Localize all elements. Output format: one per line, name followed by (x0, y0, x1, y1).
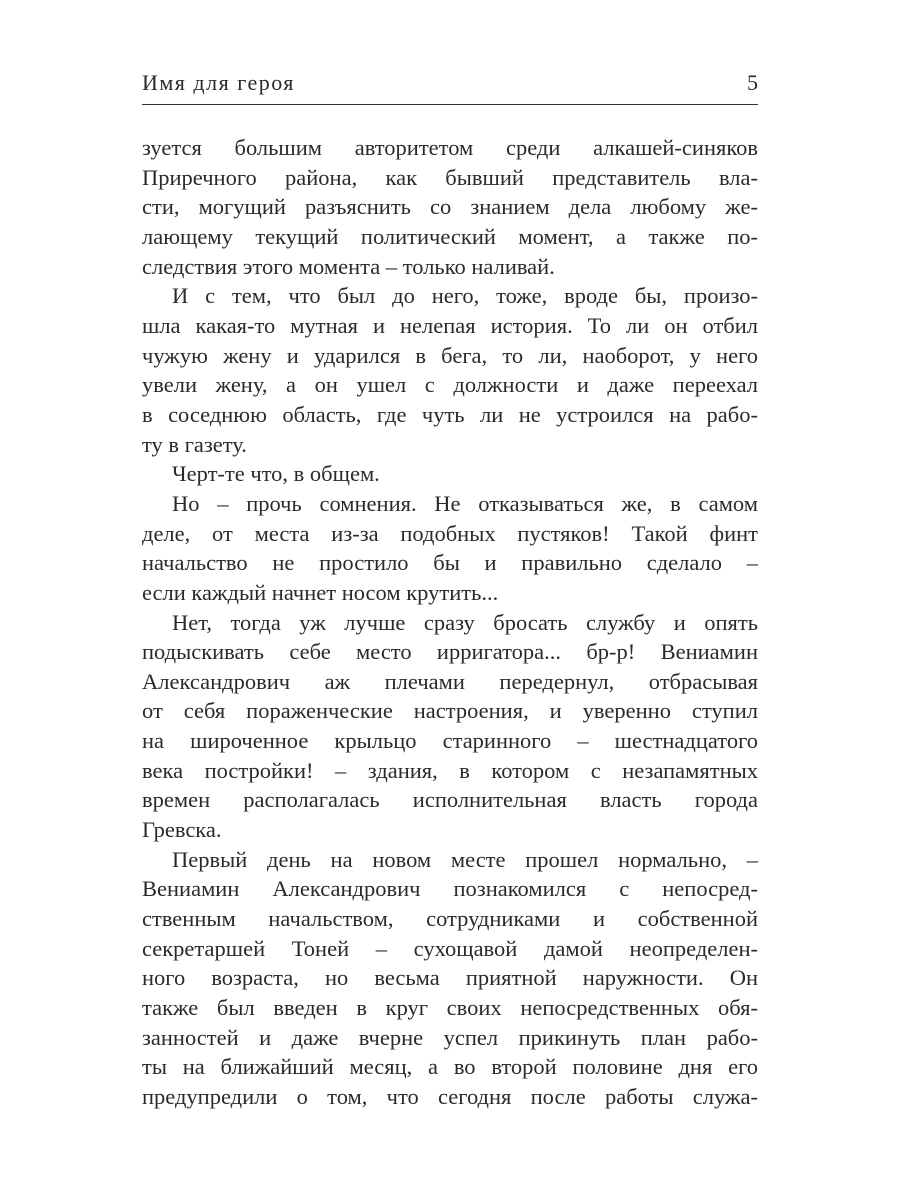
text-line: увели жену, а он ушел с должности и даже переехал (142, 372, 758, 398)
header-rule (142, 104, 758, 105)
text-line: века постройки! – здания, в котором с незапамятных (142, 757, 758, 783)
text-line: предупредили о том, что сегодня после работы служа- (142, 1084, 758, 1109)
text-line: секретаршей Тоней – сухощавой дамой неопределен- (142, 935, 758, 961)
text-line: также был введен в круг своих непосредственных обя- (142, 995, 758, 1021)
text-line: если каждый начнет носом крутить... (142, 579, 499, 605)
paragraph-first-line: Первый день на новом месте прошел нормально, – (172, 846, 758, 872)
text-line: Александрович аж плечами передернул, отбрасывая (142, 668, 758, 694)
running-head (142, 70, 758, 102)
paragraph-first-line: И с тем, что был до него, тоже, вроде бы, произо- (172, 283, 758, 309)
text-line: чужую жену и ударился в бега, то ли, наоборот, у него (142, 342, 758, 368)
text-line: Приречного района, как бывший представитель вла- (142, 164, 758, 190)
text-line: ту в газету. (142, 431, 247, 457)
text-line: занностей и даже вчерне успел прикинуть план рабо- (142, 1024, 758, 1050)
page-number: 5 (747, 70, 758, 95)
text-line: ты на ближайший месяц, а во второй половине дня его (142, 1054, 758, 1080)
paragraph-first-line: Нет, тогда уж лучше сразу бросать службу и опять (172, 609, 758, 635)
paragraph-first-line: Но – прочь сомнения. Не отказываться же, в самом (172, 490, 758, 516)
text-line: деле, от места из-за подобных пустяков! Такой финт (142, 520, 758, 546)
text-line: Вениамин Александрович познакомился с непосред- (142, 876, 758, 902)
text-line: времен располагалась исполнительная власть города (142, 787, 758, 813)
text-line: в соседнюю область, где чуть ли не устроился на рабо- (142, 401, 758, 427)
text-line: начальство не простило бы и правильно сделало – (142, 550, 758, 576)
text-line: следствия этого момента – только наливай. (142, 253, 555, 279)
body-text (142, 133, 758, 1112)
text-line: ного возраста, но весьма приятной наружности. Он (142, 965, 758, 991)
text-line: подыскивать себе место ирригатора... бр-р! Вениамин (142, 639, 758, 665)
text-line: шла какая-то мутная и нелепая история. То ли он отбил (142, 312, 758, 338)
running-head-title: Имя для героя (142, 70, 295, 95)
text-line: ственным начальством, сотрудниками и собственной (142, 906, 758, 932)
text-line: зуется большим авторитетом среди алкашей-синяков (142, 135, 758, 160)
text-line: сти, могущий разъяснить со знанием дела любому же- (142, 194, 758, 220)
text-line: от себя пораженческие настроения, и уверенно ступил (142, 698, 758, 724)
text-line: лающему текущий политический момент, а также по- (142, 223, 758, 249)
paragraph-first-line: Черт-те что, в общем. (172, 461, 380, 487)
text-line: Гревска. (142, 817, 222, 843)
text-line: на широченное крыльцо старинного – шестнадцатого (142, 728, 758, 754)
